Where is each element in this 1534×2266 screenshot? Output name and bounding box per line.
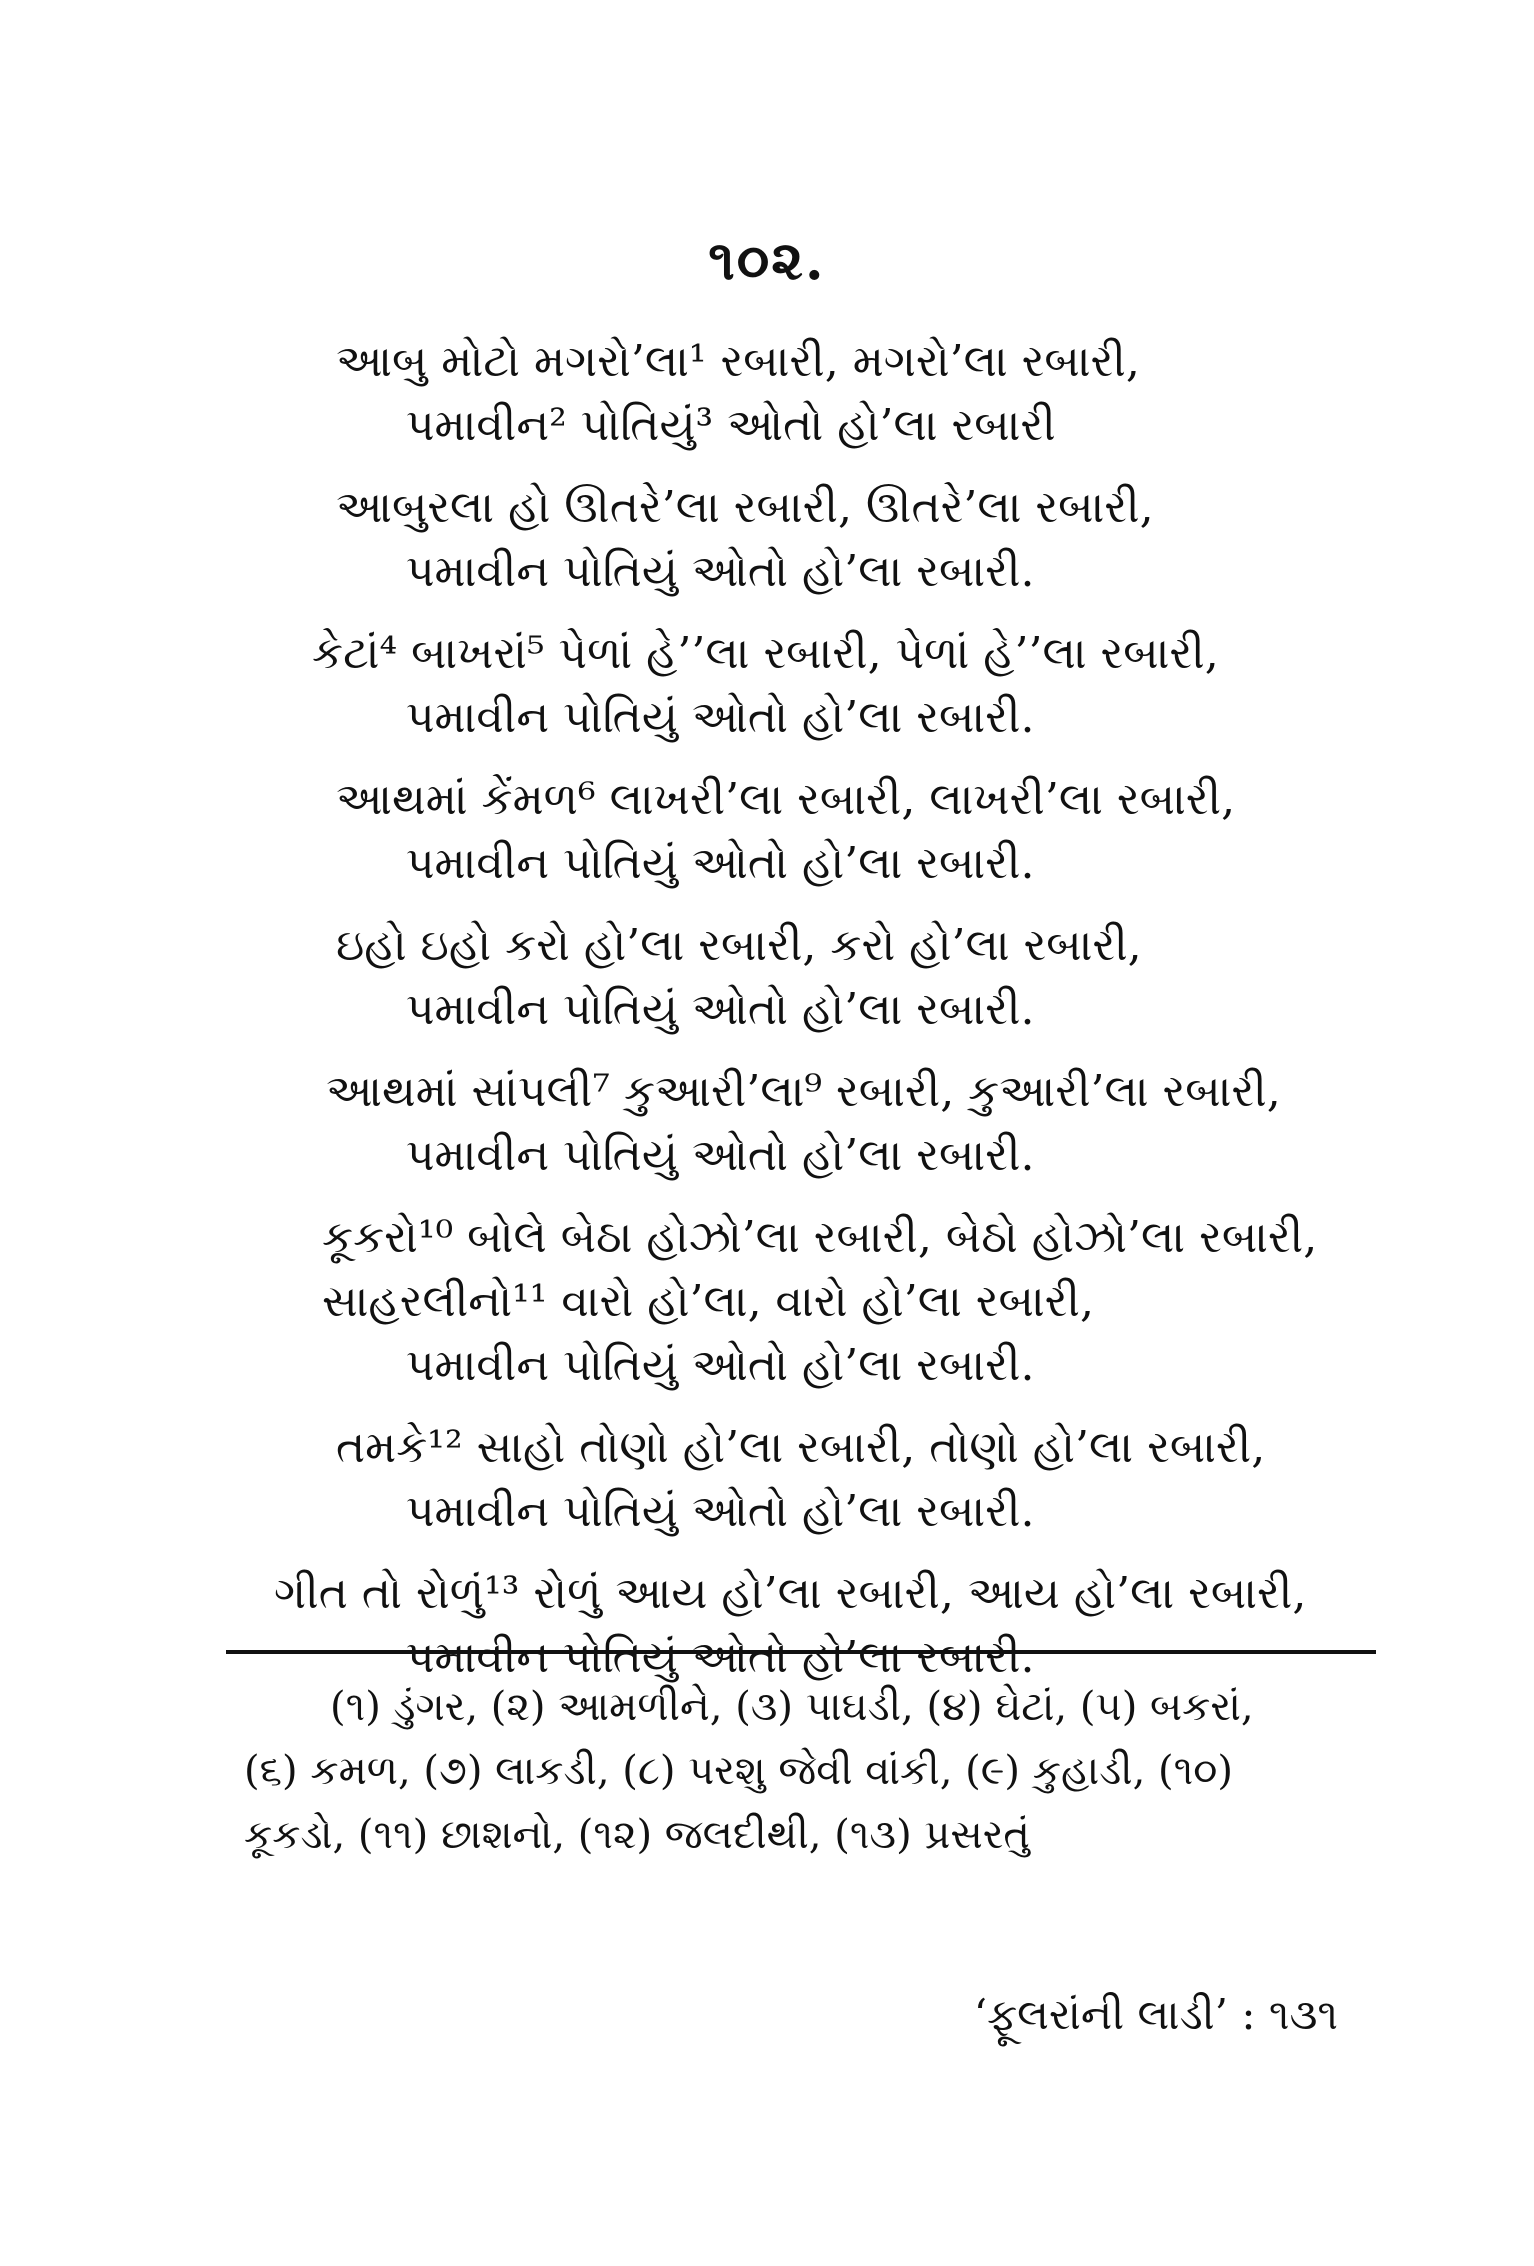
stanza-line: તમકે¹² સાહો તોણો હો’લા રબારી, તોણો હો’લા રબારી, bbox=[336, 1422, 1266, 1473]
stanza-line: કેટાં⁴ બાખરાં⁵ પેળાં હે’’લા રબારી, પેળાં હે’’લા રબારી, bbox=[312, 628, 1219, 679]
refrain-line: પમાવીન પોતિયું ઓતો હો’લા રબારી. bbox=[406, 546, 1035, 597]
stanza-line: ઇહો ઇહો કરો હો’લા રબારી, કરો હો’લા રબારી, bbox=[336, 920, 1142, 971]
stanza bbox=[236, 622, 1366, 750]
footnote-divider bbox=[226, 1650, 1376, 1654]
stanza-line: આથમાં કેંમળ⁶ લાખરી’લા રબારી, લાખરી’લા રબારી, bbox=[336, 774, 1236, 825]
stanza bbox=[236, 1562, 1366, 1690]
refrain-line: પમાવીન પોતિયું ઓતો હો’લા રબારી. bbox=[406, 984, 1035, 1035]
stanza bbox=[236, 330, 1366, 458]
refrain-line: પમાવીન² પોતિયું³ ઓતો હો’લા રબારી bbox=[406, 400, 1056, 451]
refrain-line: પમાવીન પોતિયું ઓતો હો’લા રબારી. bbox=[406, 1130, 1035, 1181]
footnote-line: (૧) ડુંગર, (૨) આમળીને, (૩) પાઘડી, (૪) ઘેટાં, (૫) બકરાં, bbox=[330, 1684, 1254, 1730]
stanza bbox=[236, 1416, 1366, 1544]
stanza-line: આથમાં સાંપલી⁷ કુઆરી’લા⁹ રબારી, કુઆરી’લા રબારી, bbox=[326, 1066, 1281, 1117]
stanza-line: આબુ મોટો મગરો’લા¹ રબારી, મગરો’લા રબારી, bbox=[336, 336, 1140, 387]
refrain-line: પમાવીન પોતિયું ઓતો હો’લા રબારી. bbox=[406, 692, 1035, 743]
stanza bbox=[236, 914, 1366, 1042]
stanza-line: ગીત તો રોળું¹³ રોળું આય હો’લા રબારી, આય હો’લા રબારી, bbox=[274, 1568, 1307, 1619]
stanza bbox=[236, 1206, 1366, 1398]
refrain-line: પમાવીન પોતિયું ઓતો હો’લા રબારી. bbox=[406, 1340, 1035, 1391]
refrain-line: પમાવીન પોતિયું ઓતો હો’લા રબારી. bbox=[406, 1486, 1035, 1537]
stanza-line: કૂકરો¹⁰ બોલે બેઠા હોઝો’લા રબારી, બેઠો હોઝો’લા રબારી, bbox=[322, 1212, 1318, 1263]
stanza bbox=[236, 768, 1366, 896]
refrain-line: પમાવીન પોતિયું ઓતો હો’લા રબારી. bbox=[406, 838, 1035, 889]
footnotes bbox=[244, 1675, 1354, 1867]
stanza-line: સાહરલીનો¹¹ વારો હો’લા, વારો હો’લા રબારી, bbox=[322, 1276, 1094, 1327]
footnote-line: કૂકડો, (૧૧) છાશનો, (૧૨) જલદીથી, (૧૩) પ્રસરતું bbox=[244, 1812, 1030, 1858]
stanza bbox=[236, 476, 1366, 604]
poem bbox=[236, 330, 1366, 1708]
stanza bbox=[236, 1060, 1366, 1188]
footnote-line: (૬) કમળ, (૭) લાકડી, (૮) પરશુ જેવી વાંકી, (૯) કુહાડી, (૧૦) bbox=[244, 1748, 1233, 1794]
stanza-line: આબુરલા હો ઊતરે’લા રબારી, ઊતરે’લા રબારી, bbox=[336, 482, 1154, 533]
page-number: ૧૦૨. bbox=[708, 228, 826, 292]
refrain-line: પમાવીન પોતિયું ઓતો હો’લા રબારી. bbox=[406, 1632, 1035, 1683]
running-footer: ‘ફૂલરાંની લાડી’ : ૧૩૧ bbox=[973, 1990, 1338, 2039]
